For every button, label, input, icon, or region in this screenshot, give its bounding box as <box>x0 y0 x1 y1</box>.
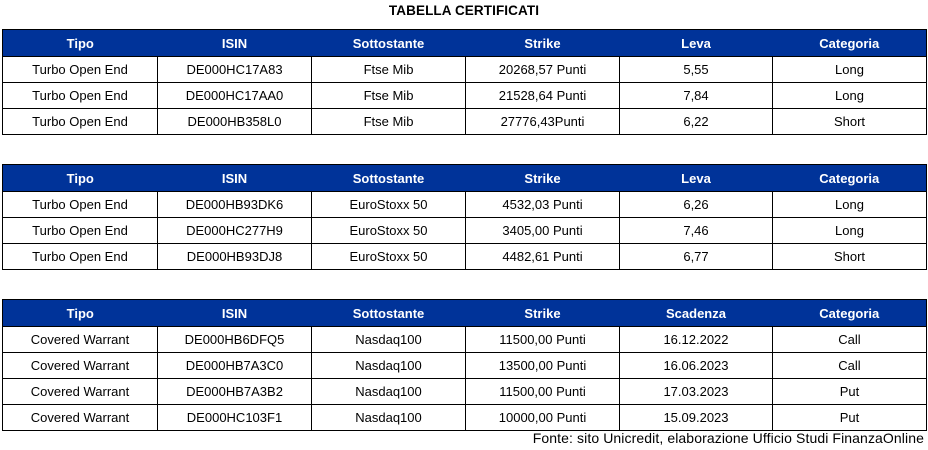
cell-sottostante: EuroStoxx 50 <box>312 244 466 270</box>
table-header-row <box>3 300 927 327</box>
cell-tipo: Covered Warrant <box>3 379 158 405</box>
cell-leva-scadenza: 15.09.2023 <box>620 405 773 431</box>
cell-categoria: Short <box>773 244 927 270</box>
table-row <box>3 57 927 83</box>
cell-sottostante: Nasdaq100 <box>312 379 466 405</box>
cell-leva-scadenza: 5,55 <box>620 57 773 83</box>
cell-categoria: Put <box>773 405 927 431</box>
table-row <box>3 192 927 218</box>
cell-leva-scadenza: 16.12.2022 <box>620 327 773 353</box>
cell-categoria: Put <box>773 379 927 405</box>
column-header-isin: ISIN <box>158 300 312 327</box>
cell-isin: DE000HC17A83 <box>158 57 312 83</box>
cell-sottostante: Nasdaq100 <box>312 327 466 353</box>
cell-strike: 10000,00 Punti <box>466 405 620 431</box>
column-header-categoria: Categoria <box>773 300 927 327</box>
table-header-row <box>3 165 927 192</box>
column-header-strike: Strike <box>466 30 620 57</box>
cell-isin: DE000HB7A3C0 <box>158 353 312 379</box>
column-header-categoria: Categoria <box>773 30 927 57</box>
cell-sottostante: Ftse Mib <box>312 83 466 109</box>
cell-strike: 13500,00 Punti <box>466 353 620 379</box>
cell-strike: 27776,43Punti <box>466 109 620 135</box>
page-title: TABELLA CERTIFICATI <box>388 3 540 18</box>
cell-leva-scadenza: 7,84 <box>620 83 773 109</box>
column-header-sottostante: Sottostante <box>312 300 466 327</box>
cell-leva-scadenza: 6,26 <box>620 192 773 218</box>
certificates-table-eurostoxx <box>2 164 927 270</box>
table-row <box>3 353 927 379</box>
cell-categoria: Call <box>773 353 927 379</box>
column-header-sottostante: Sottostante <box>312 165 466 192</box>
cell-strike: 20268,57 Punti <box>466 57 620 83</box>
column-header-tipo: Tipo <box>3 30 158 57</box>
cell-isin: DE000HB6DFQ5 <box>158 327 312 353</box>
cell-strike: 4482,61 Punti <box>466 244 620 270</box>
column-header-isin: ISIN <box>158 165 312 192</box>
table-row <box>3 405 927 431</box>
cell-categoria: Call <box>773 327 927 353</box>
cell-sottostante: Ftse Mib <box>312 57 466 83</box>
cell-strike: 4532,03 Punti <box>466 192 620 218</box>
column-header-categoria: Categoria <box>773 165 927 192</box>
column-header-isin: ISIN <box>158 30 312 57</box>
cell-isin: DE000HB358L0 <box>158 109 312 135</box>
table-row <box>3 327 927 353</box>
cell-isin: DE000HB93DK6 <box>158 192 312 218</box>
column-header-strike: Strike <box>466 165 620 192</box>
cell-tipo: Turbo Open End <box>3 192 158 218</box>
cell-categoria: Long <box>773 57 927 83</box>
cell-isin: DE000HC103F1 <box>158 405 312 431</box>
cell-sottostante: Nasdaq100 <box>312 405 466 431</box>
cell-tipo: Turbo Open End <box>3 109 158 135</box>
cell-strike: 21528,64 Punti <box>466 83 620 109</box>
certificates-table-nasdaq <box>2 299 927 431</box>
column-header-leva-scadenza: Scadenza <box>620 300 773 327</box>
cell-isin: DE000HB7A3B2 <box>158 379 312 405</box>
column-header-tipo: Tipo <box>3 165 158 192</box>
cell-leva-scadenza: 17.03.2023 <box>620 379 773 405</box>
table-row <box>3 218 927 244</box>
cell-strike: 11500,00 Punti <box>466 327 620 353</box>
table-row <box>3 109 927 135</box>
cell-isin: DE000HB93DJ8 <box>158 244 312 270</box>
source-note: Fonte: sito Unicredit, elaborazione Ufficio Studi FinanzaOnline <box>532 430 924 446</box>
cell-leva-scadenza: 6,22 <box>620 109 773 135</box>
table-header-row <box>3 30 927 57</box>
cell-isin: DE000HC277H9 <box>158 218 312 244</box>
column-header-strike: Strike <box>466 300 620 327</box>
cell-tipo: Covered Warrant <box>3 405 158 431</box>
cell-sottostante: EuroStoxx 50 <box>312 192 466 218</box>
certificates-table-ftse-mib <box>2 29 927 135</box>
cell-tipo: Covered Warrant <box>3 353 158 379</box>
column-header-leva-scadenza: Leva <box>620 165 773 192</box>
cell-strike: 11500,00 Punti <box>466 379 620 405</box>
cell-leva-scadenza: 6,77 <box>620 244 773 270</box>
cell-categoria: Long <box>773 218 927 244</box>
column-header-tipo: Tipo <box>3 300 158 327</box>
table-row <box>3 244 927 270</box>
cell-isin: DE000HC17AA0 <box>158 83 312 109</box>
cell-tipo: Turbo Open End <box>3 218 158 244</box>
cell-categoria: Long <box>773 192 927 218</box>
column-header-leva-scadenza: Leva <box>620 30 773 57</box>
cell-tipo: Turbo Open End <box>3 244 158 270</box>
cell-leva-scadenza: 7,46 <box>620 218 773 244</box>
cell-sottostante: Ftse Mib <box>312 109 466 135</box>
table-row <box>3 83 927 109</box>
cell-categoria: Short <box>773 109 927 135</box>
cell-tipo: Turbo Open End <box>3 57 158 83</box>
table-row <box>3 379 927 405</box>
cell-sottostante: EuroStoxx 50 <box>312 218 466 244</box>
cell-leva-scadenza: 16.06.2023 <box>620 353 773 379</box>
cell-categoria: Long <box>773 83 927 109</box>
cell-tipo: Turbo Open End <box>3 83 158 109</box>
cell-sottostante: Nasdaq100 <box>312 353 466 379</box>
cell-tipo: Covered Warrant <box>3 327 158 353</box>
cell-strike: 3405,00 Punti <box>466 218 620 244</box>
column-header-sottostante: Sottostante <box>312 30 466 57</box>
